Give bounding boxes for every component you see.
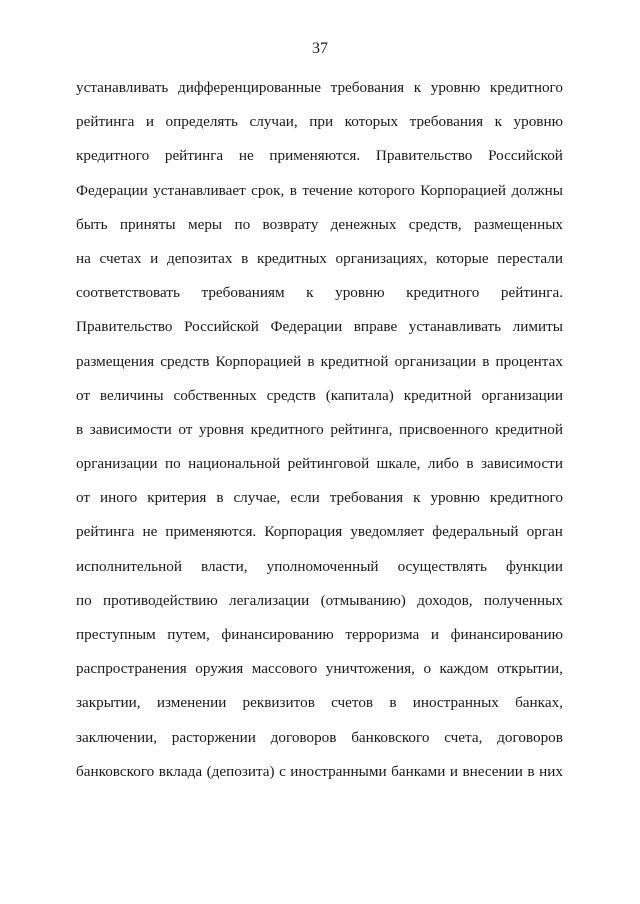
text-line: на счетах и депозитах в кредитных организациях, которые перестали [76, 249, 563, 267]
text-line: от иного критерия в случае, если требования к уровню кредитного [76, 489, 563, 507]
text-line: организации по национальной рейтинговой шкале, либо в зависимости [76, 455, 563, 473]
text-line: распространения оружия массового уничтожения, о каждом открытии, [76, 660, 563, 678]
text-line: преступным путем, финансированию терроризма и финансированию [76, 626, 563, 643]
text-line: рейтинга не применяются. Корпорация уведомляет федеральный орган [76, 523, 563, 541]
text-line: Федерации устанавливает срок, в течение которого Корпорацией должны [76, 181, 563, 199]
text-line: в зависимости от уровня кредитного рейтинга, присвоенного кредитной [76, 420, 563, 438]
text-line: быть приняты меры по возврату денежных средств, размещенных [76, 215, 563, 233]
text-line: кредитного рейтинга не применяются. Правительство Российской [76, 147, 563, 165]
text-line: Правительство Российской Федерации вправе устанавливать лимиты [76, 318, 563, 336]
text-line: заключении, расторжении договоров банковского счета, договоров [76, 728, 563, 746]
text-line: соответствовать требованиям к уровню кредитного рейтинга. [76, 284, 563, 302]
text-line: по противодействию легализации (отмыванию) доходов, полученных [76, 591, 563, 609]
text-line: исполнительной власти, уполномоченный осуществлять функции [76, 557, 563, 575]
text-line: устанавливать дифференцированные требования к уровню кредитного [76, 79, 563, 96]
page-number: 37 [312, 40, 328, 57]
text-line: закрытии, изменении реквизитов счетов в иностранных банках, [76, 694, 563, 712]
text-line: от величины собственных средств (капитала) кредитной организации [76, 386, 563, 404]
text-line: размещения средств Корпорацией в кредитной организации в процентах [76, 352, 563, 370]
body-text [76, 77, 563, 795]
text-line: банковского вклада (депозита) с иностранными банками и внесении в них [76, 762, 563, 780]
text-line: рейтинга и определять случаи, при которых требования к уровню [76, 113, 563, 131]
